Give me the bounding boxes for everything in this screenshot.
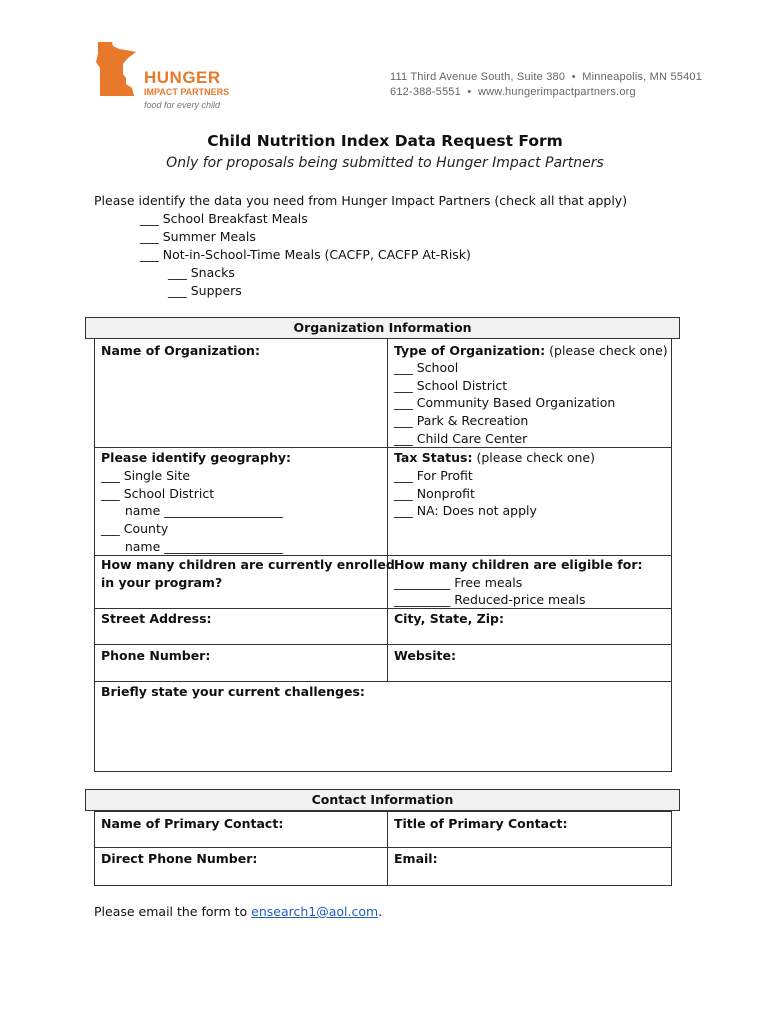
challenges-label: Briefly state your current challenges: [101,684,365,699]
geo-district-name: name ___________________ [101,503,284,518]
email-label: Email: [394,851,438,866]
org-type-school: ___ School [394,360,459,375]
org-name-label: Name of Organization: [101,343,260,358]
direct-phone-label: Direct Phone Number: [101,851,258,866]
footer-instructions [94,903,382,921]
geo-county: ___ County [101,521,169,536]
org-section-header: Organization Information [85,317,680,339]
page-title: Child Nutrition Index Data Request Form [207,132,563,150]
org-type-note: (please check one) [545,343,668,358]
city-state-zip-label: City, State, Zip: [394,611,504,626]
tax-nonprofit: ___ Nonprofit [394,486,475,501]
option-suppers: ___ Suppers [168,283,242,298]
tax-for-profit: ___ For Profit [394,468,473,483]
minnesota-state-icon [92,40,142,100]
tax-status-label [394,449,595,467]
geo-county-name: name ___________________ [101,539,284,554]
eligible-label: How many children are eligible for: [394,557,643,572]
eligible-reduced-meals: _________ Reduced-price meals [394,592,586,607]
org-table-divider [387,338,388,682]
org-type-heading: Type of Organization: [394,343,546,358]
org-type-school-district: ___ School District [394,378,508,393]
intro-text: Please identify the data you need from Hunger Impact Partners (check all that apply) [94,193,628,208]
eligible-free-meals: _________ Free meals [394,575,523,590]
org-type-child-care: ___ Child Care Center [394,431,528,446]
org-type-community: ___ Community Based Organization [394,395,616,410]
page-subtitle: Only for proposals being submitted to Hunger Impact Partners [166,155,604,171]
tax-status-note: (please check one) [472,450,595,465]
option-not-in-school: ___ Not-in-School-Time Meals (CACFP, CACFP At-Risk) [140,247,471,262]
address-line-2: 612-388-5551 • www.hungerimpactpartners.org [390,86,636,98]
street-address-label: Street Address: [101,611,212,626]
geo-single-site: ___ Single Site [101,468,191,483]
option-school-breakfast: ___ School Breakfast Meals [140,211,308,226]
logo-tagline: food for every child [144,100,221,110]
enrolled-label-line1: How many children are currently enrolled [101,557,395,572]
phone-number-label: Phone Number: [101,648,211,663]
footer-suffix: . [378,904,383,919]
logo-word-hunger: HUNGER [144,68,221,87]
tax-na: ___ NA: Does not apply [394,503,537,518]
primary-contact-title-label: Title of Primary Contact: [394,816,568,831]
logo [92,40,242,112]
tax-status-heading: Tax Status: [394,450,473,465]
footer-prefix: Please email the form to [94,904,252,919]
geo-school-district: ___ School District [101,486,215,501]
email-link[interactable]: ensearch1@aol.com [251,904,379,919]
address-line-1: 111 Third Avenue South, Suite 380 • Minneapolis, MN 55401 [390,71,703,83]
org-type-label [394,342,668,360]
enrolled-label-line2: in your program? [101,575,223,590]
primary-contact-name-label: Name of Primary Contact: [101,816,284,831]
logo-word-impact-partners: IMPACT PARTNERS [144,87,230,97]
org-type-park-rec: ___ Park & Recreation [394,413,529,428]
option-summer-meals: ___ Summer Meals [140,229,256,244]
website-label: Website: [394,648,456,663]
option-snacks: ___ Snacks [168,265,235,280]
geography-label: Please identify geography: [101,450,291,465]
contact-section-header: Contact Information [85,789,680,811]
